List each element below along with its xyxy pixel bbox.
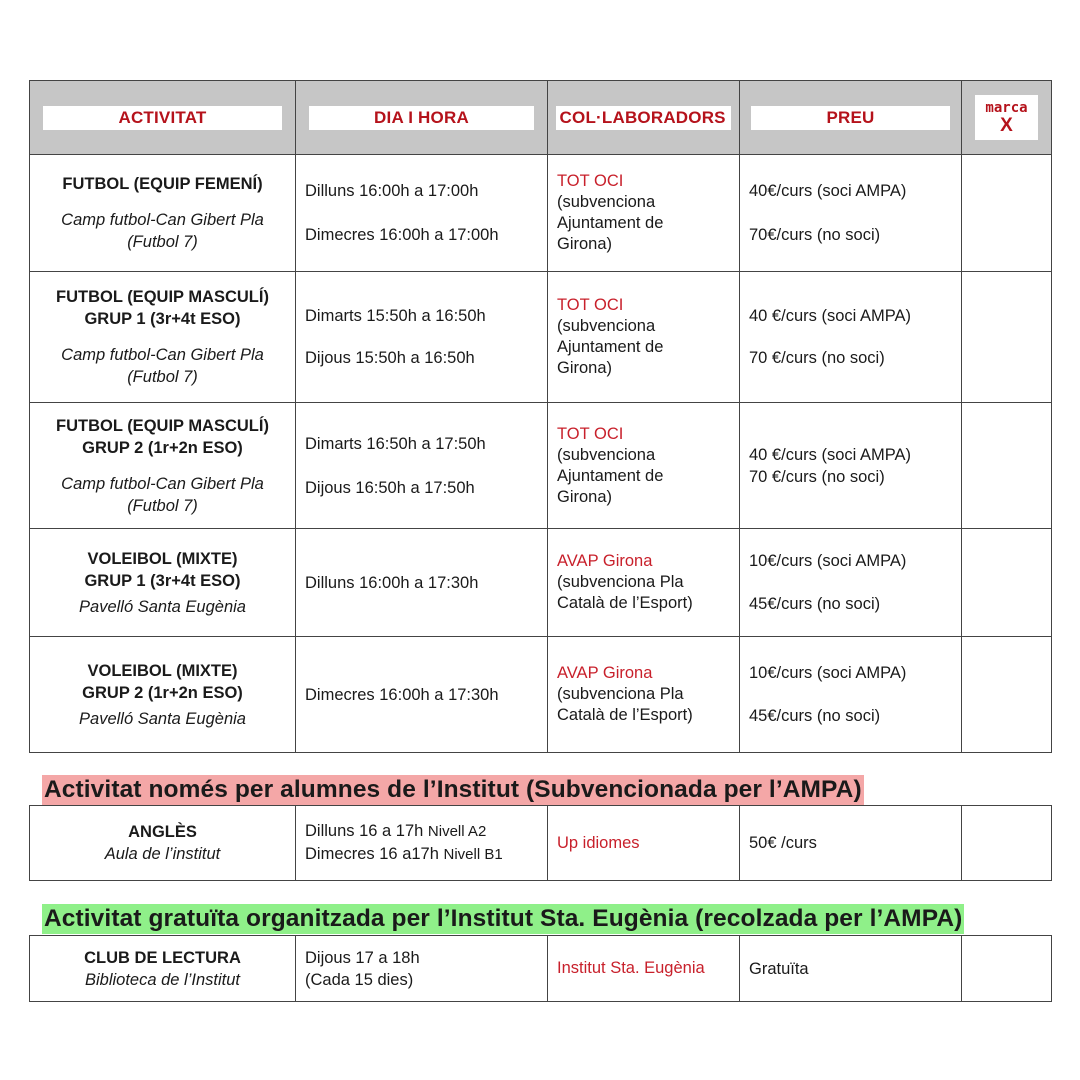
- collaborator-cell: [548, 806, 740, 881]
- schedule-cell: Dilluns 16 a 17h Nivell A2 Dimecres 16 a17h Nivell B1: [296, 806, 548, 881]
- price-cell: 50€ /curs: [740, 806, 962, 881]
- table-row: [30, 403, 1052, 529]
- activity-name: FUTBOL (EQUIP FEMENÍ): [62, 175, 263, 193]
- activity-cell: [30, 403, 296, 529]
- collaborator-cell: AVAP Girona (subvenciona Pla Català de l’Esport): [548, 637, 740, 753]
- activity-cell: [30, 529, 296, 637]
- activity-name: FUTBOL (EQUIP MASCULÍ) GRUP 2 (1r+2n ESO): [56, 416, 269, 457]
- price-cell: 10€/curs (soci AMPA) 45€/curs (no soci): [740, 529, 962, 637]
- activity-name: VOLEIBOL (MIXTE) GRUP 2 (1r+2n ESO): [82, 661, 243, 702]
- free-section-banner: Activitat gratuïta organitzada per l’Institut Sta. Eugènia (recolzada per l’AMPA): [44, 905, 963, 932]
- collaborator-name: AVAP Girona: [557, 552, 653, 570]
- collaborator-cell: TOT OCI (subvenciona Ajuntament de Girona): [548, 272, 740, 403]
- table-header-row: [30, 81, 1052, 155]
- activity-cell: [30, 806, 296, 881]
- table-row: [30, 936, 1052, 1002]
- schedule-cell: Dimarts 15:50h a 16:50h Dijous 15:50h a 16:50h: [296, 272, 548, 403]
- price-cell: Gratuïta: [740, 936, 962, 1002]
- table-row: [30, 637, 1052, 753]
- activity-place: Pavelló Santa Eugènia: [79, 709, 246, 728]
- header-activitat: ACTIVITAT: [30, 81, 296, 155]
- collaborator-cell: TOT OCI (subvenciona Ajuntament de Girona): [548, 403, 740, 529]
- table-row: [30, 272, 1052, 403]
- collaborator-cell: TOT OCI (subvenciona Ajuntament de Girona): [548, 155, 740, 272]
- activity-name: VOLEIBOL (MIXTE) GRUP 1 (3r+4t ESO): [84, 549, 241, 590]
- activity-name: ANGLÈS: [128, 823, 197, 841]
- ampa-section-banner: Activitat només per alumnes de l’Institut (Subvencionada per l’AMPA): [44, 776, 862, 803]
- collaborator-name: AVAP Girona: [557, 664, 653, 682]
- marca-checkbox-cell[interactable]: [962, 637, 1052, 753]
- header-preu: PREU: [740, 81, 962, 155]
- collaborator-cell: AVAP Girona (subvenciona Pla Català de l’Esport): [548, 529, 740, 637]
- header-dia-hora: DIA I HORA: [296, 81, 548, 155]
- activity-place: Camp futbol-Can Gibert Pla (Futbol 7): [61, 474, 264, 515]
- collaborator-name: TOT OCI: [557, 296, 624, 314]
- activity-place: Camp futbol-Can Gibert Pla (Futbol 7): [61, 211, 264, 251]
- marca-label: marca X: [975, 95, 1037, 140]
- activity-place: Aula de l’institut: [104, 845, 221, 863]
- marca-checkbox-cell[interactable]: [962, 529, 1052, 637]
- price-cell: 40 €/curs (soci AMPA) 70 €/curs (no soci): [740, 272, 962, 403]
- activity-name: FUTBOL (EQUIP MASCULÍ) GRUP 1 (3r+4t ESO): [56, 288, 269, 328]
- activity-place: Biblioteca de l’Institut: [84, 970, 240, 989]
- activity-place: Camp futbol-Can Gibert Pla (Futbol 7): [61, 346, 264, 386]
- collaborator-name: TOT OCI: [557, 172, 624, 190]
- marca-checkbox-cell[interactable]: [962, 155, 1052, 272]
- table-row: [30, 529, 1052, 637]
- schedule-cell: Dilluns 16:00h a 17:30h: [296, 529, 548, 637]
- collaborator-name: TOT OCI: [557, 424, 624, 443]
- schedule-cell: Dijous 17 a 18h (Cada 15 dies): [296, 936, 548, 1002]
- collaborator-name: Institut Sta. Eugènia: [557, 959, 705, 977]
- marca-checkbox-cell[interactable]: [962, 272, 1052, 403]
- header-marca: [962, 81, 1052, 155]
- activity-name: CLUB DE LECTURA: [84, 948, 241, 967]
- header-collaboradors: COL·LABORADORS: [548, 81, 740, 155]
- table-row: [30, 155, 1052, 272]
- activity-cell: [30, 272, 296, 403]
- collaborator-name: Up idiomes: [557, 833, 640, 852]
- activity-cell: [30, 155, 296, 272]
- schedule-cell: Dimecres 16:00h a 17:30h: [296, 637, 548, 753]
- price-cell: 10€/curs (soci AMPA) 45€/curs (no soci): [740, 637, 962, 753]
- activity-cell: [30, 936, 296, 1002]
- price-cell: 40€/curs (soci AMPA) 70€/curs (no soci): [740, 155, 962, 272]
- ampa-activity-table: [29, 805, 1052, 881]
- marca-checkbox-cell[interactable]: [962, 403, 1052, 529]
- activity-place: Pavelló Santa Eugènia: [79, 597, 246, 616]
- schedule-cell: Dilluns 16:00h a 17:00h Dimecres 16:00h a 17:00h: [296, 155, 548, 272]
- price-cell: 40 €/curs (soci AMPA) 70 €/curs (no soci): [740, 403, 962, 529]
- marca-checkbox-cell[interactable]: [962, 936, 1052, 1002]
- marca-checkbox-cell[interactable]: [962, 806, 1052, 881]
- collaborator-cell: [548, 936, 740, 1002]
- activities-table: [29, 80, 1052, 753]
- schedule-cell: Dimarts 16:50h a 17:50h Dijous 16:50h a 17:50h: [296, 403, 548, 529]
- table-row: [30, 806, 1052, 881]
- activity-cell: [30, 637, 296, 753]
- free-activity-table: [29, 935, 1052, 1002]
